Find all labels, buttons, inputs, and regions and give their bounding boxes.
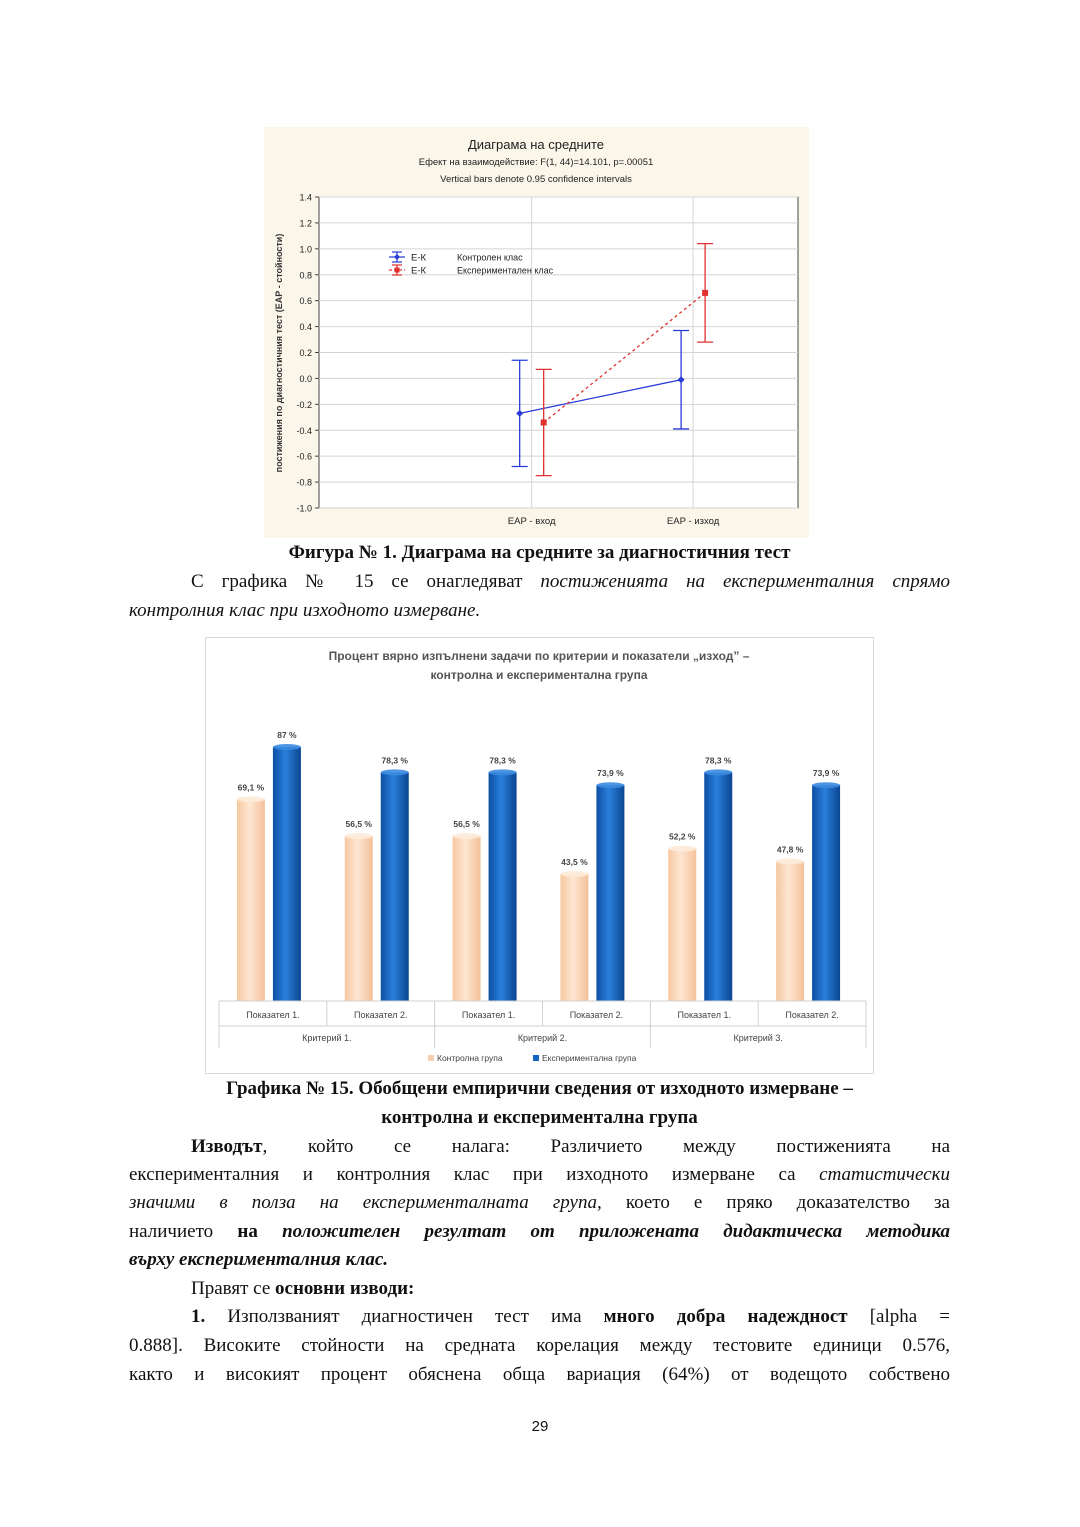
x-tick-label: ЕАР - вход <box>507 516 556 527</box>
y-axis-label: постижения по диагностичния тест (ЕАР - стойности) <box>274 233 284 473</box>
graph15-caption-line1: Графика № 15. Обобщени емпирични сведения от изходното измерване – <box>226 1078 853 1099</box>
category-axis <box>219 1001 866 1048</box>
chart2-title-line1: Процент вярно изпълнени задачи по критерии и показатели „изход” – <box>328 649 750 663</box>
legend-swatch <box>428 1055 434 1061</box>
y-tick-label: 0.2 <box>299 348 312 358</box>
legend-series-name: Е-К <box>411 252 427 264</box>
bar-control-group <box>776 861 804 1001</box>
bar-data-label: 56,5 % <box>453 819 480 830</box>
chart2-legend <box>428 1053 637 1063</box>
bar-data-label: 73,9 % <box>812 768 840 779</box>
category-label: Показател 1. <box>246 1010 300 1020</box>
bar-experimental-group <box>704 772 732 1001</box>
bar-chart-figure <box>205 637 874 1074</box>
bar-group-item <box>345 819 373 1001</box>
conclusion-line3: значими в полза на експерименталната група, което е пряко доказателство за <box>129 1192 950 1213</box>
bar-group-item <box>596 768 624 1001</box>
bar-experimental-group <box>489 772 517 1001</box>
bar-group-item <box>560 857 588 1001</box>
y-tick-label: -1.0 <box>296 503 312 514</box>
legend-label: Експериментална група <box>542 1053 637 1063</box>
y-tick-label: 1.2 <box>299 218 312 229</box>
category-label: Показател 1. <box>461 1010 516 1020</box>
bar-data-label: 87 % <box>277 730 297 740</box>
mean-point <box>702 290 708 296</box>
chart2-legend-item <box>533 1053 637 1063</box>
item1-line1: 1. Използваният диагностичен тест има много добра надеждност [alpha = <box>191 1306 951 1327</box>
chart2-legend-item <box>428 1053 503 1063</box>
bar-top-cap <box>560 871 588 877</box>
bar-top-cap <box>776 858 804 864</box>
y-tick-label: 0.8 <box>299 270 312 281</box>
bar-data-label: 78,3 % <box>381 755 408 766</box>
bar-data-label: 78,3 % <box>489 755 516 766</box>
bar-control-group <box>668 849 696 1001</box>
conclusion-line1: Изводът, който се налага: Различието между постиженията на <box>191 1136 950 1157</box>
bar-control-group <box>453 836 481 1001</box>
bar-top-cap <box>345 833 373 839</box>
y-tick-label: 0.6 <box>299 296 312 307</box>
means-diagram-chart <box>264 127 809 538</box>
bar-group-item <box>668 832 696 1001</box>
bar-control-group <box>560 874 588 1001</box>
bar-group-item <box>776 844 804 1001</box>
chart-title: Диаграма на средните <box>467 137 605 152</box>
chart-note: Vertical bars denote 0.95 confidence intervals <box>440 174 632 185</box>
bar-top-cap <box>237 796 265 802</box>
bar-data-label: 78,3 % <box>705 755 732 766</box>
conclusion-line5: върху експерименталния клас. <box>129 1249 389 1270</box>
bar-control-group <box>345 836 373 1001</box>
bar-experimental-group <box>273 747 301 1001</box>
bar-top-cap <box>668 846 696 852</box>
bar-control-group <box>237 799 265 1001</box>
category-label: Показател 2. <box>785 1010 839 1020</box>
y-tick-label: 0.0 <box>299 373 312 384</box>
bar-experimental-group <box>596 785 624 1001</box>
bar-group-item <box>489 755 517 1001</box>
y-tick-label: -0.6 <box>296 451 312 462</box>
bar-top-cap <box>812 782 840 788</box>
category-label: Показател 2. <box>354 1010 408 1020</box>
bar-group-item <box>812 768 840 1001</box>
bar-top-cap <box>489 769 517 775</box>
y-tick-label: -0.4 <box>296 425 312 436</box>
y-tick-label: -0.8 <box>296 477 312 488</box>
bar-group-item <box>381 755 409 1001</box>
percent-correct-bar-chart <box>206 638 873 1073</box>
y-tick-label: 0.4 <box>299 322 312 333</box>
mean-point <box>541 419 547 425</box>
legend-label: Контролна група <box>437 1053 503 1063</box>
graph15-caption-line2: контролна и експериментална група <box>381 1107 698 1128</box>
bar-data-label: 56,5 % <box>345 819 372 830</box>
bar-group-item <box>704 755 732 1001</box>
figure1-caption: Фигура № 1. Диаграма на средните за диагностичния тест <box>288 542 791 563</box>
paragraph-graph15-line2: контролния клас при изходното измерване. <box>129 600 481 621</box>
main-conclusions-heading: Правят се основни изводи: <box>191 1278 415 1299</box>
category-label: Показател 2. <box>569 1010 624 1020</box>
y-tick-label: -0.2 <box>296 399 312 410</box>
bars-group <box>237 730 840 1001</box>
legend-series-label: Контролен клас <box>457 252 523 263</box>
means-diagram-figure <box>264 127 809 538</box>
legend-swatch <box>533 1055 539 1061</box>
bar-top-cap <box>596 782 624 788</box>
criterion-group-label: Критерий 3. <box>733 1033 783 1043</box>
legend-marker <box>395 268 400 273</box>
y-tick-labels <box>296 193 319 514</box>
paragraph-graph15-line1: С графика № 15 се онагледяват постиженията на експерименталния спрямо <box>191 571 950 592</box>
x-tick-label: ЕАР - изход <box>666 516 720 527</box>
item1-line2: 0.888]. Високите стойности на средната корелация между тестовите единици 0.576, <box>129 1335 950 1356</box>
bar-data-label: 43,5 % <box>561 857 588 867</box>
criterion-group-label: Критерий 1. <box>302 1033 352 1043</box>
conclusion-line4: наличието на положителен резултат от приложената дидактическа методика <box>129 1221 950 1242</box>
legend-series-label: Експериментален клас <box>457 265 554 276</box>
item1-line3: както и високият процент обяснена обща вариация (64%) от водещото собствено <box>129 1364 950 1385</box>
bar-data-label: 52,2 % <box>669 831 696 842</box>
chart2-title-line2: контролна и експериментална група <box>430 668 648 682</box>
criterion-group-label: Критерий 2. <box>517 1033 568 1043</box>
y-tick-label: 1.0 <box>299 244 312 255</box>
bar-top-cap <box>381 769 409 775</box>
bar-top-cap <box>704 769 732 775</box>
y-tick-label: 1.4 <box>299 192 312 203</box>
conclusion-line2: експерименталния и контролния клас при изходното измерване са статистически <box>129 1164 950 1185</box>
chart-subtitle: Ефект на взаимодействие: F(1, 44)=14.101, p=.00051 <box>418 157 654 168</box>
bar-data-label: 47,8 % <box>776 844 804 855</box>
x-tick-labels <box>508 516 720 527</box>
legend-series-name: Е-К <box>411 265 427 277</box>
bar-experimental-group <box>812 785 840 1001</box>
bar-top-cap <box>453 833 481 839</box>
category-label: Показател 1. <box>677 1010 731 1020</box>
bar-group-item <box>453 819 481 1001</box>
bar-data-label: 73,9 % <box>597 768 624 779</box>
bar-group-item <box>237 782 265 1001</box>
page-number: 29 <box>531 1418 549 1435</box>
legend-item <box>389 265 554 277</box>
bar-data-label: 69,1 % <box>237 782 265 793</box>
bar-experimental-group <box>381 772 409 1001</box>
bar-group-item <box>273 730 301 1001</box>
bar-top-cap <box>273 744 301 750</box>
